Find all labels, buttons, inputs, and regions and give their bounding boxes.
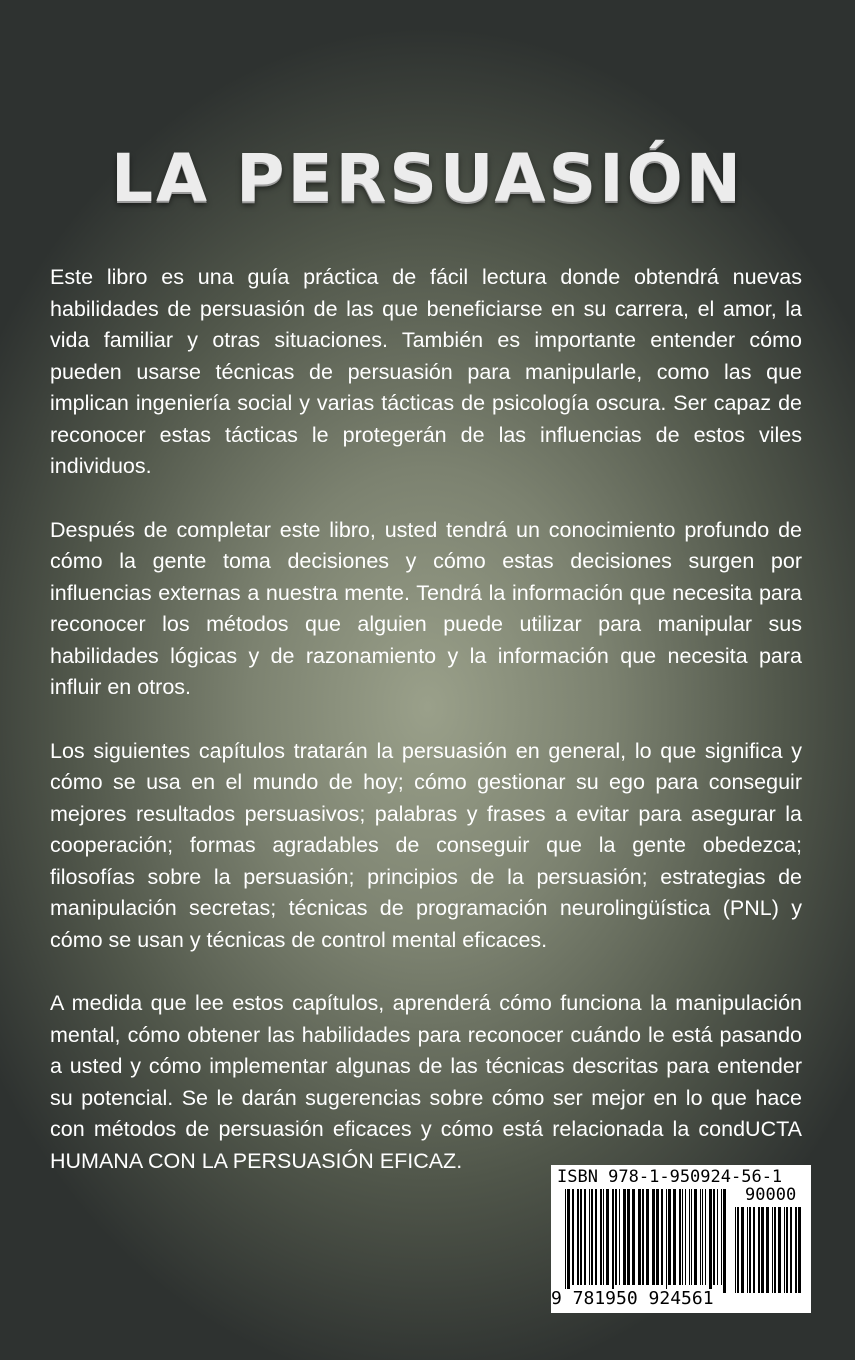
- barcode-bar: [603, 1189, 604, 1285]
- barcode-bar: [700, 1189, 701, 1285]
- barcode-bar: [784, 1207, 785, 1293]
- barcode-bar: [646, 1189, 649, 1285]
- isbn-label: ISBN 978-1-950924-56-1: [557, 1167, 783, 1187]
- barcode-bar: [737, 1207, 739, 1293]
- barcode-bar: [713, 1189, 715, 1285]
- barcode-bar: [786, 1207, 788, 1293]
- barcode-bar: [615, 1189, 617, 1285]
- barcode-bar: [642, 1189, 644, 1285]
- barcode-bar: [685, 1189, 686, 1285]
- barcode-bars: [565, 1189, 729, 1293]
- price-addon-number: 90000: [745, 1185, 797, 1205]
- barcode-bar: [778, 1207, 781, 1293]
- barcode-bar: [735, 1207, 736, 1293]
- barcode-bar: [577, 1189, 579, 1285]
- ean-digits: 9 781950 924561: [551, 1288, 714, 1309]
- barcode-bar: [682, 1189, 683, 1285]
- synopsis-paragraph-3: Los siguientes capítulos tratarán la persuasión en general, lo que significa y cómo se usa en el mundo de hoy; cómo gestionar su ego para conseguir mejores resultados persuasivos; palabras y frases a evitar para asegurar la cooperación; formas agradables de conseguir que la gente obedezca; filosofías sobre la persuasión; principios de la persuasión; estrategias de manipulación secretas; técnicas de programación neurolingüística (PNL) y cómo se usan y técnicas de control mental eficaces.: [50, 738, 802, 952]
- barcode-bar: [595, 1189, 597, 1285]
- barcode-bar: [723, 1189, 726, 1293]
- synopsis: [50, 262, 802, 1209]
- barcode-bar: [721, 1189, 722, 1285]
- isbn-barcode: [551, 1165, 811, 1313]
- barcode-bar: [668, 1189, 671, 1285]
- barcode-bar: [766, 1207, 769, 1293]
- barcode-bar: [761, 1207, 764, 1293]
- barcode-bar: [589, 1189, 590, 1285]
- barcode-bar: [612, 1189, 614, 1293]
- book-title: LA PERSUASIÓN: [111, 140, 744, 217]
- addon-barcode-bars: [735, 1207, 803, 1293]
- barcode-bar: [702, 1189, 703, 1285]
- barcode-bar: [673, 1189, 676, 1285]
- barcode-bar: [717, 1189, 718, 1285]
- barcode-bar: [627, 1189, 630, 1285]
- barcode-bar: [749, 1207, 751, 1293]
- barcode-bar: [758, 1207, 760, 1293]
- barcode-bar: [638, 1189, 641, 1285]
- barcode-bar: [689, 1189, 690, 1285]
- barcode-bar: [661, 1189, 663, 1285]
- synopsis-paragraph-2: Después de completar este libro, usted tendrá un conocimiento profundo de cómo la gente toma decisiones y cómo estas decisiones surgen por influencias externas a nuestra mente. Tendrá la información que necesita para reconocer los métodos que alguien puede utilizar para manipular sus habilidades lógicas y de razonamiento y la información que necesita para influir en otros.: [50, 517, 802, 699]
- barcode-bar: [565, 1189, 566, 1293]
- barcode-bar: [632, 1189, 635, 1285]
- barcode-bar: [798, 1207, 801, 1293]
- barcode-bar: [580, 1189, 582, 1285]
- barcode-bar: [747, 1207, 748, 1293]
- barcode-bar: [774, 1207, 776, 1293]
- barcode-bar: [772, 1207, 773, 1293]
- barcode-bar: [694, 1189, 697, 1285]
- barcode-bar: [741, 1207, 744, 1293]
- barcode-bar: [623, 1189, 626, 1285]
- barcode-bar: [691, 1189, 692, 1285]
- barcode-bar: [795, 1207, 797, 1293]
- barcode-bar: [705, 1189, 706, 1285]
- barcode-bar: [652, 1189, 655, 1285]
- barcode-bar: [567, 1189, 570, 1293]
- barcode-bar: [619, 1189, 620, 1285]
- barcode-bar: [606, 1189, 609, 1285]
- barcode-bar: [709, 1189, 712, 1293]
- barcode-bar: [591, 1189, 593, 1285]
- barcode-bar: [584, 1189, 586, 1285]
- barcode-bar: [572, 1189, 574, 1285]
- barcode-bar: [753, 1207, 755, 1293]
- synopsis-paragraph-4: A medida que lee estos capítulos, aprenderá cómo funciona la manipulación mental, cómo obtener las habilidades para reconocer cuándo le está pasando a usted y cómo implementar algunas de las técnicas descritas para entender su potencial. Se le darán sugerencias sobre cómo ser mejor en lo que hace con métodos de persuasión eficaces y cómo está relacionada la condUCTA HUMANA CON LA PERSUASIÓN EFICAZ.: [50, 991, 802, 1173]
- barcode-bar: [600, 1189, 602, 1285]
- barcode-bar: [679, 1189, 681, 1285]
- barcode-bar: [656, 1189, 659, 1285]
- barcode-bar: [790, 1207, 792, 1293]
- synopsis-paragraph-1: Este libro es una guía práctica de fácil lectura donde obtendrá nuevas habilidades de persuasión de las que beneficiarse en su carrera, el amor, la vida familiar y otras situaciones. También es importante entender cómo pueden usarse técnicas de persuasión para manipularle, como las que implican ingeniería social y varias tácticas de psicología oscura. Ser capaz de reconocer estas tácticas le protegerán de las influencias de estos viles individuos.: [50, 265, 802, 478]
- barcode-bar: [666, 1189, 667, 1293]
